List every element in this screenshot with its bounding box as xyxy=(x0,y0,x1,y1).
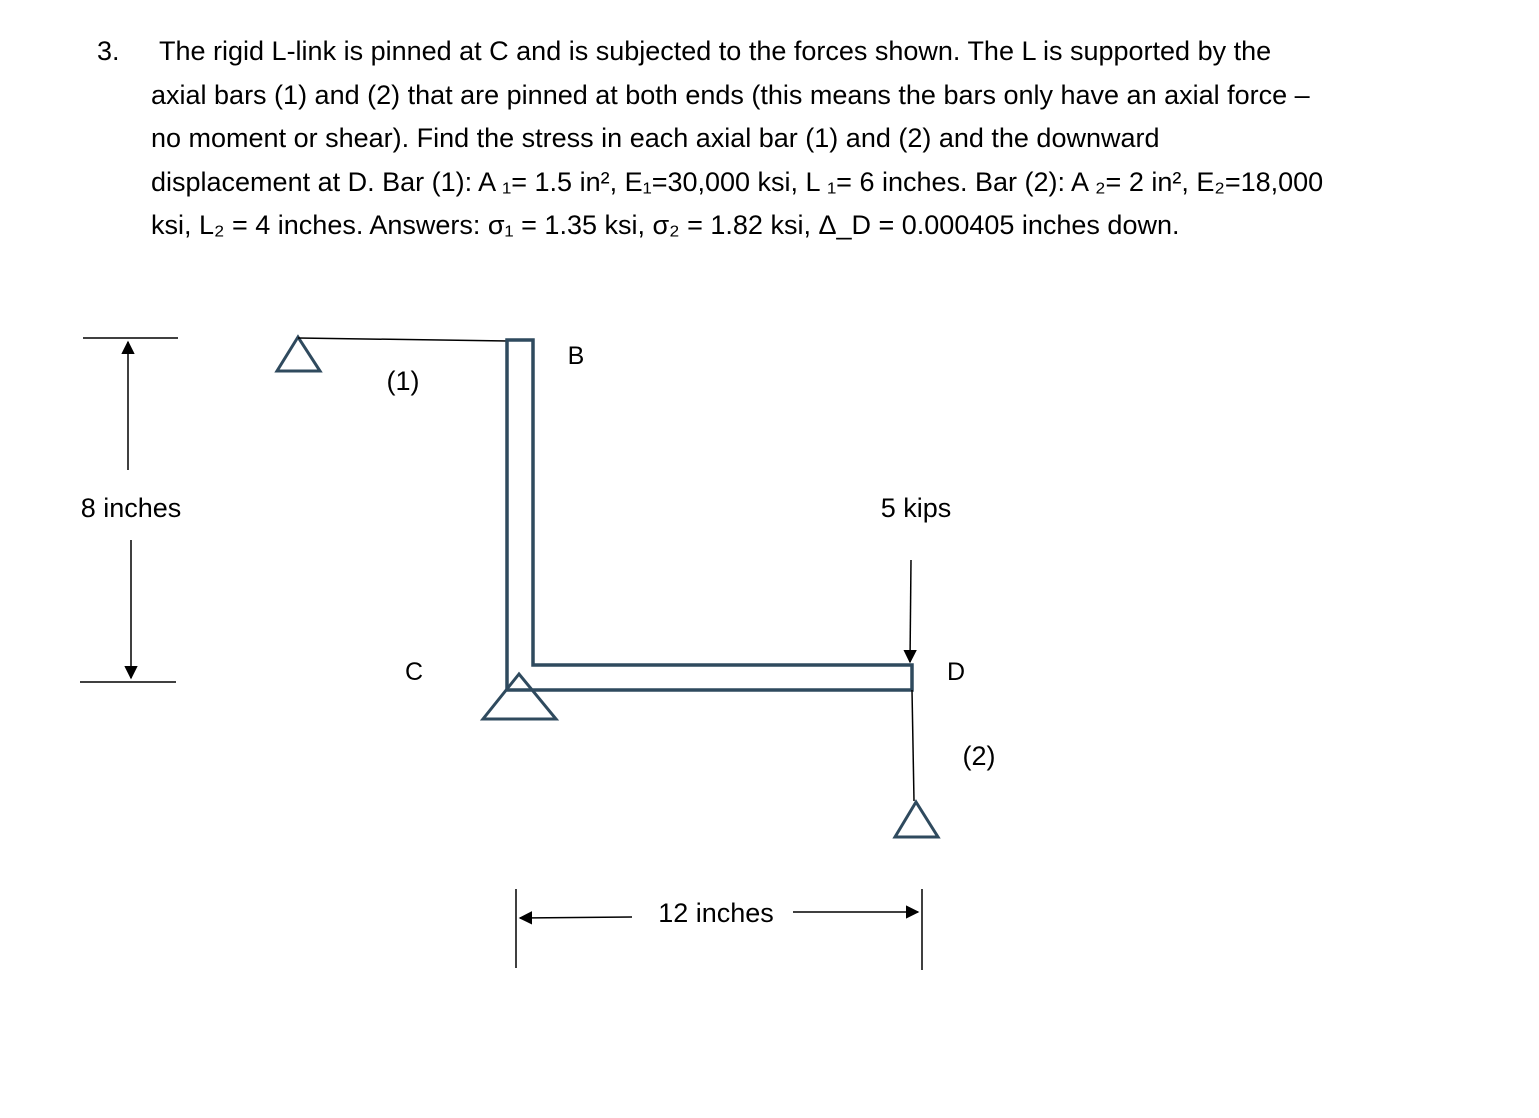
problem-line-4: displacement at D. Bar (1): A ₁= 1.5 in², E₁=30,000 ksi, L ₁= 6 inches. Bar (2): A ₂= 2 in², E₂=18,000 xyxy=(151,166,1324,197)
problem-line-2: axial bars (1) and (2) that are pinned at both ends (this means the bars only have an axial force – xyxy=(151,79,1310,110)
point-b-label: B xyxy=(567,342,585,370)
point-d-label: D xyxy=(946,658,966,686)
problem-line-1: The rigid L-link is pinned at C and is subjected to the forces shown. The L is supported by the xyxy=(159,36,1272,66)
dim-vertical-label: 8 inches xyxy=(80,493,182,523)
point-c-label: C xyxy=(404,658,424,686)
bar2-pin-support-icon xyxy=(895,802,938,837)
axial-bar-1 xyxy=(298,338,508,341)
load-label: 5 kips xyxy=(880,493,952,523)
dim-horizontal-label: 12 inches xyxy=(658,898,774,928)
problem-line-5: ksi, L₂ = 4 inches. Answers: σ₁ = 1.35 ksi, σ₂ = 1.82 ksi, Δ_D = 0.000405 inches down. xyxy=(151,210,1180,240)
bar1-label: (1) xyxy=(386,366,420,396)
load-arrow-5-kips xyxy=(910,560,911,662)
problem-number: 3. xyxy=(97,36,120,66)
problem-line-3: no moment or shear). Find the stress in each axial bar (1) and (2) and the downward xyxy=(151,123,1160,153)
dim-horizontal-left-arrow xyxy=(520,917,632,918)
bar2-label: (2) xyxy=(962,741,996,771)
rigid-l-link xyxy=(507,340,912,690)
axial-bar-2 xyxy=(912,690,914,801)
bar1-pin-support-icon xyxy=(277,337,320,371)
